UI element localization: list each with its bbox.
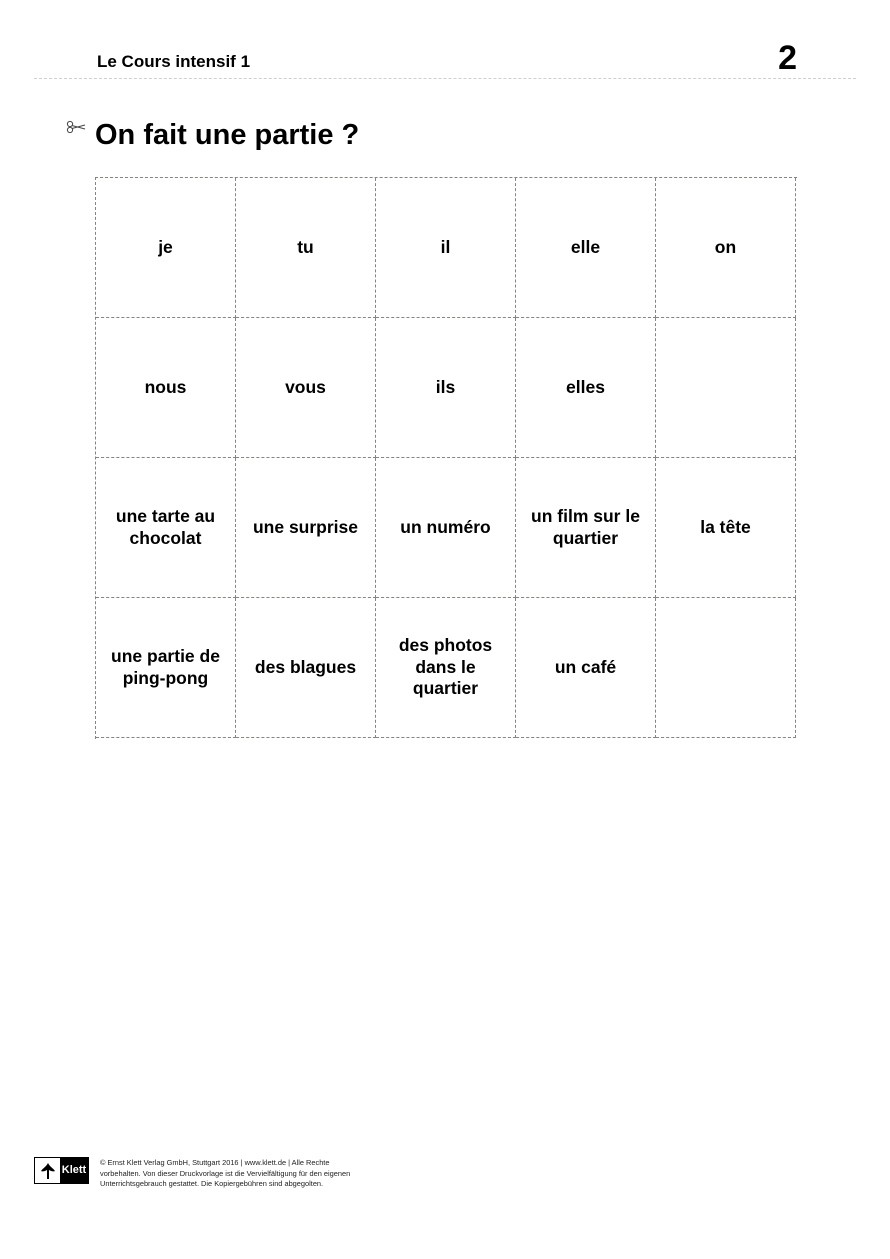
card: une tarte au chocolat [96,458,236,598]
card: la tête [656,458,796,598]
card: un café [516,598,656,738]
card: un film sur le quartier [516,458,656,598]
card: ils [376,318,516,458]
card: des blagues [236,598,376,738]
card: elles [516,318,656,458]
card: je [96,178,236,318]
card: il [376,178,516,318]
card: nous [96,318,236,458]
worksheet-title: On fait une partie ? [95,119,360,151]
card: tu [236,178,376,318]
header-divider [34,78,856,79]
publisher-logo [34,1157,89,1184]
card: des photos dans le quartier [376,598,516,738]
card: un numéro [376,458,516,598]
copyright-notice [100,1158,370,1190]
klett-emblem-icon [35,1158,60,1183]
card: une partie de ping-pong [96,598,236,738]
card: une surprise [236,458,376,598]
card: elle [516,178,656,318]
copyright-line: © Ernst Klett Verlag GmbH, Stuttgart 2016 | www.klett.de | Alle Rechte [100,1158,330,1167]
copyright-line: vorbehalten. Von dieser Druckvorlage ist die Vervielfältigung für den eigenen [100,1168,351,1178]
card: vous [236,318,376,458]
copyright-line: Unterrichtsgebrauch gestattet. Die Kopiergebühren sind abgegolten. [100,1179,324,1188]
card-empty [656,598,796,738]
card: on [656,178,796,318]
card-empty [656,318,796,458]
page-number: 2 [778,39,797,77]
logo-text: Klett [60,1158,88,1183]
header-title: Le Cours intensif 1 [97,52,251,71]
card-grid [95,177,797,739]
scissors-icon [66,120,86,134]
